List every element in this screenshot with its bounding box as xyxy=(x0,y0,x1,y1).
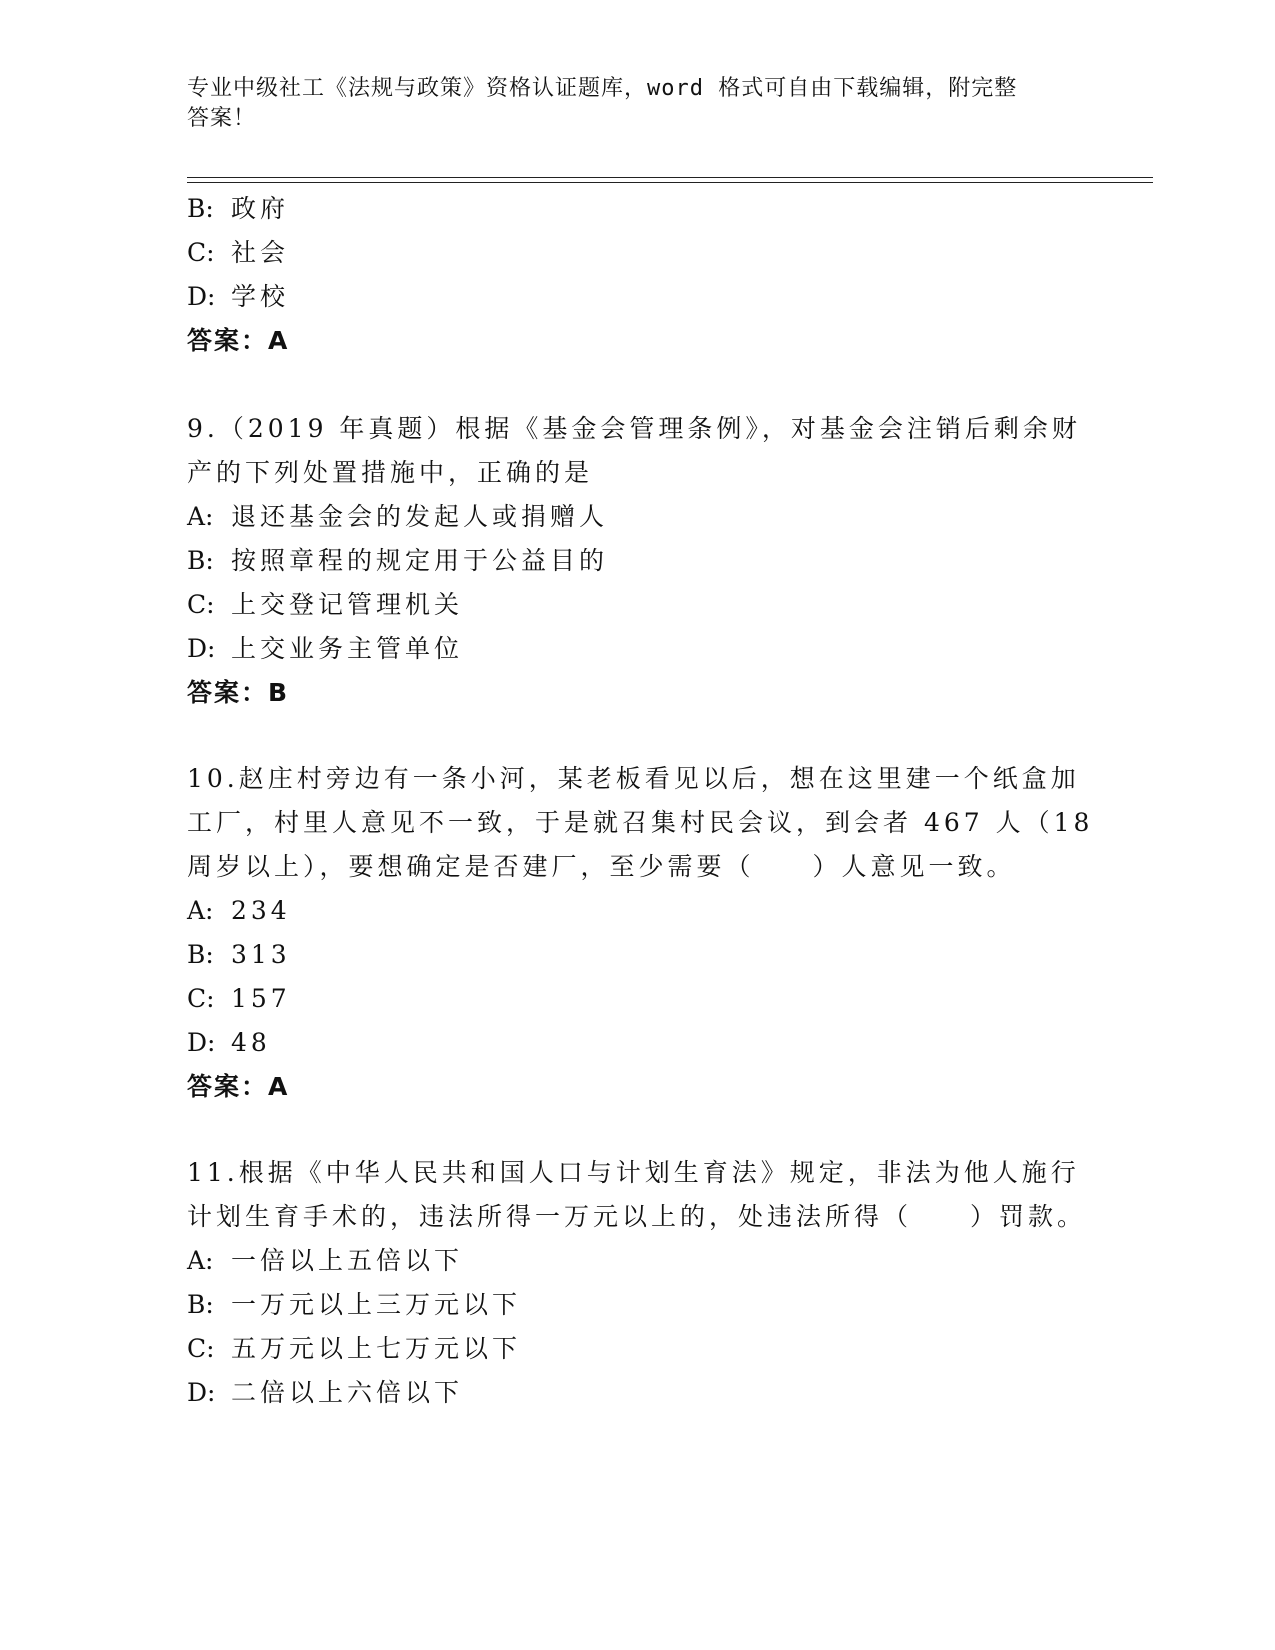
header-line-2: 答案！ xyxy=(187,106,257,131)
option-text: 按照章程的规定用于公益目的 xyxy=(231,546,609,575)
option-label: B: xyxy=(187,1290,214,1319)
question-10-option-b xyxy=(187,940,291,970)
header-line-1: 专业中级社工《法规与政策》资格认证题库，word 格式可自由下载编辑，附完整 xyxy=(187,76,1018,101)
option-text: 五万元以上七万元以下 xyxy=(231,1334,522,1363)
option-label: D: xyxy=(187,634,216,663)
option-label: B: xyxy=(187,546,214,575)
header-divider-top xyxy=(187,177,1153,178)
question-9-stem-line-2: 产的下列处置措施中，正确的是 xyxy=(187,458,594,487)
option-text: 二倍以上六倍以下 xyxy=(231,1378,464,1407)
option-label: C: xyxy=(187,984,215,1013)
option-text: 退还基金会的发起人或捐赠人 xyxy=(231,502,609,531)
question-11-option-a xyxy=(187,1246,463,1276)
option-label: A: xyxy=(187,1246,214,1275)
option-label: A: xyxy=(187,896,214,925)
option-label: D: xyxy=(187,1028,216,1057)
question-9-option-a xyxy=(187,502,608,532)
question-11-stem-line-1: 11.根据《中华人民共和国人口与计划生育法》规定，非法为他人施行 xyxy=(187,1158,1080,1187)
option-label: C: xyxy=(187,1334,215,1363)
option-label: B: xyxy=(187,940,214,969)
header-divider-bottom xyxy=(187,182,1153,183)
question-10-stem-line-1: 10.赵庄村旁边有一条小河，某老板看见以后，想在这里建一个纸盒加 xyxy=(187,764,1080,793)
option-text: 上交登记管理机关 xyxy=(231,590,464,619)
option-label: C: xyxy=(187,238,215,267)
question-9-stem-line-1: 9.（2019 年真题）根据《基金会管理条例》，对基金会注销后剩余财 xyxy=(187,414,1081,443)
option-label: C: xyxy=(187,590,215,619)
question-9-option-b xyxy=(187,546,608,576)
option-label: D: xyxy=(187,282,216,311)
question-8-option-c xyxy=(187,238,289,268)
option-label: B: xyxy=(187,194,214,223)
option-text: 一倍以上五倍以下 xyxy=(231,1246,464,1275)
question-10-option-c xyxy=(187,984,291,1014)
question-9-answer: 答案：B xyxy=(187,678,290,707)
question-8-answer: 答案：A xyxy=(187,326,290,355)
question-11-stem-line-2: 计划生育手术的，违法所得一万元以上的，处违法所得（ ）罚款。 xyxy=(187,1202,1087,1231)
option-text: 一万元以上三万元以下 xyxy=(231,1290,522,1319)
question-10-stem-line-3: 周岁以上），要想确定是否建厂，至少需要（ ）人意见一致。 xyxy=(187,852,1016,881)
question-11-option-d xyxy=(187,1378,463,1408)
question-10-answer: 答案：A xyxy=(187,1072,290,1101)
option-text: 313 xyxy=(231,940,291,969)
question-9-option-d xyxy=(187,634,463,664)
option-label: D: xyxy=(187,1378,216,1407)
question-10-stem-line-2: 工厂，村里人意见不一致，于是就召集村民会议，到会者 467 人（18 xyxy=(187,808,1094,837)
option-text: 社会 xyxy=(231,238,290,267)
option-label: A: xyxy=(187,502,214,531)
option-text: 48 xyxy=(231,1028,271,1057)
question-11-option-b xyxy=(187,1290,521,1320)
option-text: 政府 xyxy=(231,194,290,223)
option-text: 157 xyxy=(231,984,291,1013)
option-text: 234 xyxy=(231,896,291,925)
question-8-option-b xyxy=(187,194,289,224)
question-10-option-d xyxy=(187,1028,271,1058)
question-9-option-c xyxy=(187,590,463,620)
question-8-option-d xyxy=(187,282,289,312)
question-11-option-c xyxy=(187,1334,521,1364)
option-text: 上交业务主管单位 xyxy=(231,634,464,663)
option-text: 学校 xyxy=(231,282,290,311)
document-header xyxy=(187,74,1077,134)
question-10-option-a xyxy=(187,896,291,926)
